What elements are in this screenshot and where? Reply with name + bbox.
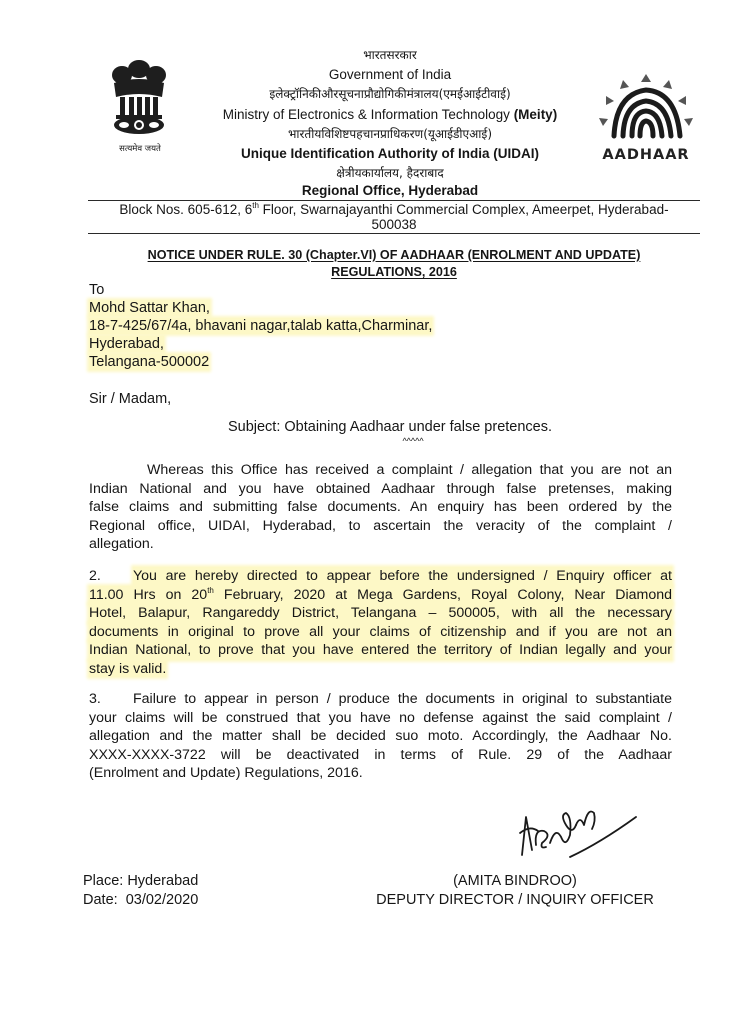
recipient-city: Hyderabad, bbox=[89, 336, 164, 352]
national-emblem bbox=[100, 55, 180, 155]
emblem-motto: सत्यमेव जयते bbox=[119, 144, 161, 154]
recipient-to: To bbox=[89, 282, 105, 298]
para1-line: Indian National and you have obtained Aadhaar through false pretenses, making bbox=[89, 480, 672, 497]
header-rule-top bbox=[88, 200, 700, 201]
aadhaar-logo-text: AADHAAR bbox=[602, 147, 690, 163]
para2-line: Hotel, Balapur, Rangareddy District, Telangana – 500005, with all the necessary bbox=[89, 605, 672, 622]
notice-title-line1: NOTICE UNDER RULE. 30 (Chapter.VI) OF AADHAAR (ENROLMENT AND UPDATE) bbox=[147, 248, 641, 262]
ministry-name: Ministry of Electronics & Information Technology bbox=[222, 107, 514, 122]
address-sup: th bbox=[252, 201, 259, 210]
office-address bbox=[88, 202, 700, 217]
recipient-address: 18-7-425/67/4a, bhavani nagar,talab katta,Charminar, bbox=[89, 318, 433, 334]
para2-line2b: February, 2020 at Mega Gardens, Royal Colony, Near Diamond bbox=[213, 586, 672, 603]
para2-sup: th bbox=[207, 585, 214, 595]
salutation: Sir / Madam, bbox=[89, 391, 172, 407]
para1-line: allegation. bbox=[89, 536, 154, 553]
signature-scribble bbox=[510, 795, 640, 865]
national-emblem-icon bbox=[100, 55, 178, 135]
recipient-name: Mohd Sattar Khan, bbox=[89, 300, 210, 316]
para3-line: XXXX-XXXX-3722 will be deactivated in terms of Rule. 29 of the Aadhaar bbox=[89, 746, 672, 763]
office-pin: 500038 bbox=[371, 217, 417, 232]
subject-block bbox=[150, 419, 630, 446]
paragraph-1 bbox=[89, 461, 672, 554]
para1-line: false claims and submitting false documents. An enquiry has been ordered by the bbox=[89, 499, 672, 516]
recipient-state: Telangana-500002 bbox=[89, 354, 210, 370]
address-part2: Floor, Swarnajayanthi Commercial Complex, Ameerpet, Hyderabad- bbox=[258, 202, 669, 217]
subject-marker: ^^^^^ bbox=[402, 436, 424, 446]
aadhaar-logo bbox=[596, 72, 696, 164]
signatory-name: (AMITA BINDROO) bbox=[453, 873, 577, 889]
footer-left bbox=[83, 872, 198, 910]
recipient-block bbox=[89, 281, 432, 371]
paragraph-3 bbox=[89, 690, 672, 783]
para2-line: You are hereby directed to appear before the undersigned / Enquiry officer at bbox=[133, 568, 672, 584]
place: Place: Hyderabad bbox=[83, 873, 199, 889]
ministry-abbr: (Meity) bbox=[513, 107, 558, 122]
header-hindi-authority: भारतीयविशिष्टपहचानप्राधिकरण(यूआईडीएआई) bbox=[287, 127, 493, 141]
header-hindi-office: क्षेत्रीयकार्यालय, हैदराबाद bbox=[336, 166, 444, 180]
para3-line: Failure to appear in person / produce the documents in original to substantiate bbox=[133, 691, 672, 707]
header-authority: Unique Identification Authority of India (UIDAI) bbox=[241, 146, 539, 161]
header-govt: Government of India bbox=[328, 67, 452, 82]
paragraph-2 bbox=[89, 567, 672, 679]
para3-line: (Enrolment and Update) Regulations, 2016. bbox=[89, 765, 363, 782]
para2-line: documents in original to prove all your claims of citizenship and if you are not an bbox=[89, 623, 672, 640]
para3-line: your claims will be construed that you have no defense against the said complaint / bbox=[89, 709, 672, 726]
para1-line: Whereas this Office has received a complaint / allegation that you are not an bbox=[147, 462, 672, 478]
subject: Subject: Obtaining Aadhaar under false pretences. bbox=[227, 419, 553, 435]
para2-line bbox=[89, 586, 672, 605]
aadhaar-fingerprint-icon bbox=[596, 72, 696, 140]
header-hindi-ministry: इलेक्ट्रॉनिकीऔरसूचनाप्रौद्योगिकीमंत्रालय(एमईआईटीवाई) bbox=[269, 87, 511, 101]
para2-number: 2. bbox=[89, 568, 101, 584]
header-office: Regional Office, Hyderabad bbox=[301, 183, 479, 198]
header-rule-bottom bbox=[88, 233, 700, 234]
para2-line: Indian National, to prove that you have entered the territory of Indian legally and your bbox=[89, 642, 672, 659]
signatory-title: DEPUTY DIRECTOR / INQUIRY OFFICER bbox=[376, 892, 654, 908]
date: Date: 03/02/2020 bbox=[83, 892, 199, 908]
para3-number: 3. bbox=[89, 691, 101, 707]
para3-line: allegation and the matter shall be decided suo moto. Accordingly, the Aadhaar No. bbox=[89, 728, 672, 745]
notice-title-line2: REGULATIONS, 2016 bbox=[331, 265, 457, 279]
para1-line: Regional office, UIDAI, Hyderabad, to ascertain the veracity of the complaint / bbox=[89, 517, 672, 534]
para2-line: stay is valid. bbox=[89, 660, 167, 677]
header-ministry bbox=[190, 106, 590, 123]
para2-line2a: 11.00 Hrs on 20 bbox=[89, 586, 208, 603]
header-hindi-govt: भारतसरकार bbox=[363, 48, 417, 62]
footer-signatory bbox=[355, 872, 675, 910]
address-part1: Block Nos. 605-612, 6 bbox=[119, 202, 253, 217]
